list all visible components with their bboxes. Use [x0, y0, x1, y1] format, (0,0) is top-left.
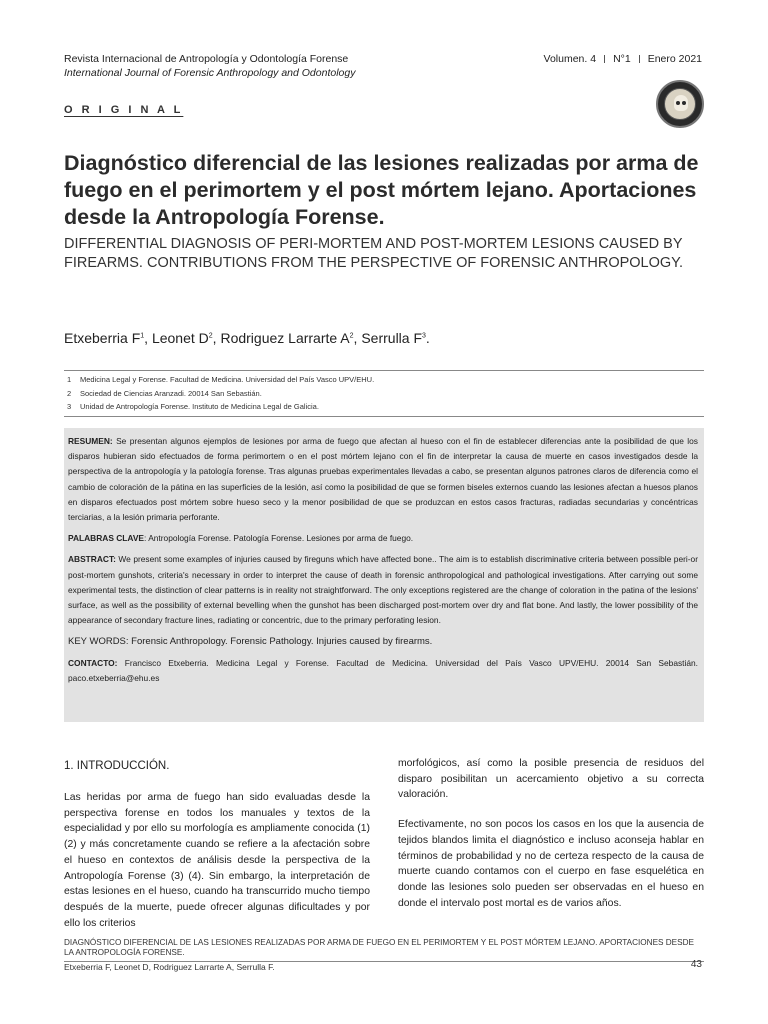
affiliation-item: [64, 373, 704, 387]
skull-icon: [674, 95, 688, 111]
journal-name-en: International Journal of Forensic Anthropology and Odontology: [64, 67, 356, 79]
affiliations: [64, 370, 704, 417]
affiliation-text: Sociedad de Ciencias Aranzadi. 20014 San Sebastián.: [80, 388, 262, 398]
abstract-en: [68, 552, 698, 628]
author-affil-sup: 2: [208, 332, 213, 340]
author: Serrulla F: [361, 330, 423, 346]
article-subtitle: DIFFERENTIAL DIAGNOSIS OF PERI-MORTEM AND POST-MORTEM LESIONS CAUSED BY FIREARMS. CONTRIBUTIONS FROM THE PERSPECTIVE OF FORENSIC ANTHROPOLOGY.: [64, 236, 684, 271]
affiliation-text: Medicina Legal y Forense. Facultad de Medicina. Universidad del País Vasco UPV/EHU.: [80, 375, 375, 384]
author-sep: .: [425, 330, 430, 346]
journal-seal-icon: [656, 80, 704, 128]
resumen-text: Se presentan algunos ejemplos de lesiones por arma de fuego que afectan al hueso con el fin de establecer diferencias ante la posibilidad de que los disparos hubieran sido efectuados de forma perimortem o en el post mórtem lejano con el fin de interpretar la causa de muerte en casos investigados desde la perspectiva de la antropología y la patología forense. Tras algunas pruebas experimentales llevadas a cabo, se presentan algunos patrones claros de diferencia como el cambio de coloración de la pátina en las superficies de la lesión, así como la posibilidad de que se formen biseles externos cuando las lesiones afectan a huesos planos en disparos efectuados post mórtem sobre hueso seco y la menor posibilidad de que se produzcan en estos casos fracturas, radiadas secundarias y concéntricas terciarias, a la lesión primaria perforante.: [68, 436, 698, 523]
contacto-label: CONTACTO:: [68, 657, 118, 668]
affiliation-item: [64, 387, 704, 401]
resumen-label: RESUMEN:: [68, 436, 113, 446]
affiliation-num: 1: [67, 375, 72, 384]
running-title: DIAGNÓSTICO DIFERENCIAL DE LAS LESIONES REALIZADAS POR ARMA DE FUEGO EN EL PERIMORTEM Y EL POST MÓRTEM LEJANO. APORTACIONES DESDE LA ANTROPOLOGÍA FORENSE.: [64, 938, 694, 957]
author: Etxeberria F: [64, 330, 141, 346]
body-paragraph: Efectivamente, no son pocos los casos en los que la ausencia de tejidos blandos limita el diagnóstico e incluso aconseja hablar en términos de probabilidad y no de certeza respecto de la causa de muerte cuando contamos con el cuerpo en fase esquelética en donde las lesiones solo pueden ser observadas en el hueso en donde el intervalo post mortal es de varios años.: [398, 819, 704, 909]
author-affil-sup: 3: [422, 332, 426, 340]
author-sep: ,: [212, 330, 221, 346]
author-sep: ,: [144, 330, 152, 346]
body-column-right: [398, 756, 704, 925]
author: Rodriguez Larrarte A: [220, 330, 350, 346]
palabras-label: PALABRAS CLAVE: [68, 533, 144, 544]
journal-header: [64, 52, 484, 80]
divider: [604, 55, 605, 63]
author-affil-sup: 1: [140, 332, 145, 340]
body-paragraph: morfológicos, así como la posible presencia de residuos del disparo posibilitan un acercamiento objetivo a su correcta valoración.: [398, 758, 704, 801]
date-label: Enero 2021: [647, 53, 702, 65]
abstract-text: We present some examples of injuries caused by fireguns which have affected bone.. The aim is to establish discriminative criteria between possible peri-or post-mortem gunshots, criteria's necessary in order to interpret the cause of death in forensic anthropological and pathological investigations. After carrying out some experimental tests, the distinction of clear patterns is in reality not straightforward. The only exceptions registered are the change of coloration in the patina of the lesions' surface, as well as the possibility of external bevelling when the gunshot has been discharged post-mortem over dry and flat bone. And lastly, the lower possibility of the appearance of secondary fracture lines, radiating or concentric, due to the primary perforating lesion.: [68, 554, 698, 626]
page-number: 43: [690, 959, 702, 970]
affiliation-item: [64, 400, 704, 414]
author-sep: ,: [353, 330, 362, 346]
palabras-clave: [68, 531, 698, 546]
section-heading: 1. INTRODUCCIÓN.: [64, 760, 170, 772]
author-affil-sup: 2: [349, 332, 354, 340]
body-column-left: [64, 758, 370, 945]
palabras-text: : Antropología Forense. Patología Forense. Lesiones por arma de fuego.: [144, 533, 414, 544]
page-footer: [64, 938, 704, 962]
section-label: O R I G I N A L: [64, 104, 184, 116]
affiliation-num: 2: [67, 388, 72, 398]
affiliation-text: Unidad de Antropología Forense. Instituto de Medicina Legal de Galicia.: [80, 402, 319, 411]
divider: [639, 55, 640, 63]
keywords-label: KEY WORDS: [68, 636, 126, 648]
keywords-text: : Forensic Anthropology. Forensic Pathology. Injuries caused by firearms.: [125, 636, 433, 648]
abstract-box: [64, 428, 704, 722]
number-label: N°1: [613, 53, 631, 65]
resumen: [68, 434, 698, 525]
body-paragraph: Las heridas por arma de fuego han sido evaluadas desde la perspectiva forense en todos los manuales y textos de la especialidad y por ello su morfología es ampliamente conocida (1) (2) y más concretamente cuando se refiere a la afectación sobre el hueso en contextos de análisis desde la perspectiva de la Antropología Forense (3) (4). Sin embargo, la interpretación de estas lesiones en el hueso, cuando ha transcurrido mucho tiempo después de la muerte, puede ofrecer algunas dificultades y por ello los criterios: [64, 792, 370, 929]
footer-authors: Etxeberria F, Leonet D, Rodriguez Larrarte A, Serrulla F.: [64, 962, 275, 972]
volume-label: Volumen. 4: [543, 53, 597, 65]
issue-info: [544, 52, 702, 66]
author: Leonet D: [151, 330, 209, 346]
author-list: [64, 330, 430, 346]
abstract-label: ABSTRACT:: [68, 554, 116, 565]
key-words: [68, 634, 698, 649]
contacto-text: Francisco Etxeberria. Medicina Legal y Forense. Facultad de Medicina. Universidad del País Vasco UPV/EHU. 20014 San Sebastián. paco.etxeberria@ehu.es: [68, 657, 698, 683]
journal-name-es: Revista Internacional de Antropología y Odontología Forense: [64, 53, 349, 65]
affiliation-num: 3: [67, 402, 72, 411]
article-title: Diagnóstico diferencial de las lesiones realizadas por arma de fuego en el perimortem y el post mórtem lejano. Aportaciones desde la Antropología Forense.: [64, 151, 699, 229]
contacto: [68, 656, 698, 686]
